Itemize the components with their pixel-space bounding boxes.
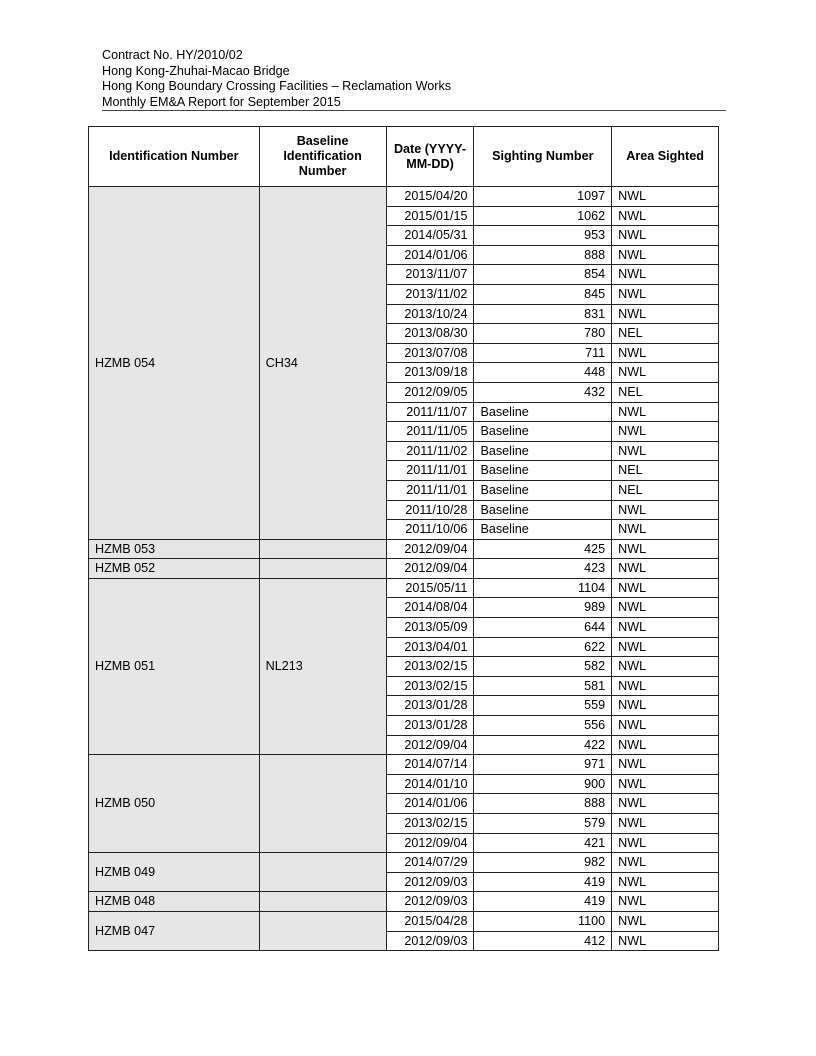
- area-sighted-cell: NWL: [612, 735, 719, 755]
- area-sighted-cell: NWL: [612, 500, 719, 520]
- sighting-number-cell: Baseline: [474, 422, 612, 442]
- project-subtitle: Hong Kong Boundary Crossing Facilities – Reclamation Works: [102, 79, 452, 94]
- identification-number-cell: HZMB 048: [89, 892, 260, 912]
- area-sighted-cell: NWL: [612, 814, 719, 834]
- identification-number-cell: HZMB 047: [89, 911, 260, 950]
- date-cell: 2014/07/29: [386, 853, 474, 873]
- col-header-date: Date (YYYY-MM-DD): [386, 127, 474, 187]
- date-cell: 2015/05/11: [386, 578, 474, 598]
- date-cell: 2014/01/06: [386, 245, 474, 265]
- area-sighted-cell: NWL: [612, 853, 719, 873]
- area-sighted-cell: NWL: [612, 637, 719, 657]
- area-sighted-cell: NWL: [612, 187, 719, 207]
- sighting-number-cell: Baseline: [474, 520, 612, 540]
- sighting-number-cell: 419: [474, 892, 612, 912]
- sighting-number-cell: 831: [474, 304, 612, 324]
- sightings-table: [88, 126, 719, 951]
- col-header-baseline: Baseline Identification Number: [259, 127, 386, 187]
- identification-number-cell: HZMB 050: [89, 755, 260, 853]
- date-cell: 2013/11/07: [386, 265, 474, 285]
- date-cell: 2015/04/28: [386, 911, 474, 931]
- date-cell: 2013/01/28: [386, 716, 474, 736]
- area-sighted-cell: NWL: [612, 245, 719, 265]
- sighting-number-cell: Baseline: [474, 441, 612, 461]
- date-cell: 2013/04/01: [386, 637, 474, 657]
- sighting-number-cell: 1097: [474, 187, 612, 207]
- table-row: [89, 578, 719, 598]
- date-cell: 2011/10/06: [386, 520, 474, 540]
- sighting-number-cell: 711: [474, 343, 612, 363]
- area-sighted-cell: NWL: [612, 265, 719, 285]
- col-header-identification: Identification Number: [89, 127, 260, 187]
- date-cell: 2012/09/03: [386, 872, 474, 892]
- date-cell: 2011/11/05: [386, 422, 474, 442]
- date-cell: 2012/09/03: [386, 892, 474, 912]
- sighting-number-cell: 1062: [474, 206, 612, 226]
- area-sighted-cell: NWL: [612, 833, 719, 853]
- sighting-number-cell: 581: [474, 676, 612, 696]
- baseline-id-cell: NL213: [259, 578, 386, 754]
- table-row: [89, 853, 719, 873]
- identification-number-cell: HZMB 052: [89, 559, 260, 579]
- table-row: [89, 755, 719, 775]
- sighting-number-cell: 888: [474, 245, 612, 265]
- baseline-id-cell: [259, 892, 386, 912]
- table-header: [89, 127, 719, 187]
- sighting-number-cell: 421: [474, 833, 612, 853]
- area-sighted-cell: NWL: [612, 618, 719, 638]
- date-cell: 2014/05/31: [386, 226, 474, 246]
- sighting-number-cell: 953: [474, 226, 612, 246]
- sighting-number-cell: 425: [474, 539, 612, 559]
- header-divider: [102, 110, 726, 111]
- date-cell: 2012/09/05: [386, 382, 474, 402]
- area-sighted-cell: NWL: [612, 520, 719, 540]
- baseline-id-cell: [259, 911, 386, 950]
- date-cell: 2011/11/07: [386, 402, 474, 422]
- date-cell: 2013/02/15: [386, 814, 474, 834]
- sighting-number-cell: 448: [474, 363, 612, 383]
- sighting-number-cell: 1104: [474, 578, 612, 598]
- area-sighted-cell: NWL: [612, 716, 719, 736]
- date-cell: 2012/09/03: [386, 931, 474, 951]
- area-sighted-cell: NWL: [612, 559, 719, 579]
- report-header: [102, 48, 726, 110]
- date-cell: 2013/05/09: [386, 618, 474, 638]
- sighting-number-cell: 888: [474, 794, 612, 814]
- sighting-number-cell: 579: [474, 814, 612, 834]
- date-cell: 2012/09/04: [386, 735, 474, 755]
- baseline-id-cell: [259, 559, 386, 579]
- area-sighted-cell: NWL: [612, 226, 719, 246]
- sighting-number-cell: 423: [474, 559, 612, 579]
- area-sighted-cell: NWL: [612, 794, 719, 814]
- col-header-sighting: Sighting Number: [474, 127, 612, 187]
- identification-number-cell: HZMB 051: [89, 578, 260, 754]
- area-sighted-cell: NWL: [612, 441, 719, 461]
- table-row: [89, 911, 719, 931]
- area-sighted-cell: NWL: [612, 578, 719, 598]
- date-cell: 2013/02/15: [386, 676, 474, 696]
- baseline-id-cell: [259, 853, 386, 892]
- area-sighted-cell: NEL: [612, 324, 719, 344]
- table-row: [89, 559, 719, 579]
- sighting-number-cell: Baseline: [474, 480, 612, 500]
- area-sighted-cell: NWL: [612, 304, 719, 324]
- date-cell: 2013/11/02: [386, 284, 474, 304]
- sighting-number-cell: 422: [474, 735, 612, 755]
- area-sighted-cell: NWL: [612, 892, 719, 912]
- date-cell: 2011/10/28: [386, 500, 474, 520]
- date-cell: 2013/01/28: [386, 696, 474, 716]
- date-cell: 2013/10/24: [386, 304, 474, 324]
- date-cell: 2015/01/15: [386, 206, 474, 226]
- date-cell: 2011/11/01: [386, 461, 474, 481]
- header-row: [89, 127, 719, 187]
- identification-number-cell: HZMB 054: [89, 187, 260, 540]
- baseline-id-cell: CH34: [259, 187, 386, 540]
- date-cell: 2012/09/04: [386, 559, 474, 579]
- date-cell: 2013/07/08: [386, 343, 474, 363]
- date-cell: 2012/09/04: [386, 833, 474, 853]
- date-cell: 2014/07/14: [386, 755, 474, 775]
- area-sighted-cell: NWL: [612, 598, 719, 618]
- sighting-number-cell: 1100: [474, 911, 612, 931]
- report-title: Monthly EM&A Report for September 2015: [102, 94, 341, 109]
- sighting-number-cell: 982: [474, 853, 612, 873]
- col-header-area: Area Sighted: [612, 127, 719, 187]
- area-sighted-cell: NEL: [612, 480, 719, 500]
- date-cell: 2014/01/06: [386, 794, 474, 814]
- area-sighted-cell: NWL: [612, 422, 719, 442]
- date-cell: 2011/11/02: [386, 441, 474, 461]
- identification-number-cell: HZMB 049: [89, 853, 260, 892]
- sighting-number-cell: 900: [474, 774, 612, 794]
- sighting-number-cell: 582: [474, 657, 612, 677]
- date-cell: 2014/08/04: [386, 598, 474, 618]
- table-row: [89, 539, 719, 559]
- contract-number: Contract No. HY/2010/02: [102, 48, 243, 62]
- table-row: [89, 187, 719, 207]
- project-name: Hong Kong-Zhuhai-Macao Bridge: [102, 63, 290, 78]
- table-body: [89, 187, 719, 951]
- area-sighted-cell: NEL: [612, 382, 719, 402]
- area-sighted-cell: NWL: [612, 931, 719, 951]
- sighting-number-cell: 556: [474, 716, 612, 736]
- table-row: [89, 892, 719, 912]
- date-cell: 2011/11/01: [386, 480, 474, 500]
- area-sighted-cell: NWL: [612, 774, 719, 794]
- sighting-number-cell: 971: [474, 755, 612, 775]
- area-sighted-cell: NWL: [612, 363, 719, 383]
- area-sighted-cell: NWL: [612, 696, 719, 716]
- date-cell: 2012/09/04: [386, 539, 474, 559]
- date-cell: 2014/01/10: [386, 774, 474, 794]
- identification-number-cell: HZMB 053: [89, 539, 260, 559]
- area-sighted-cell: NWL: [612, 343, 719, 363]
- baseline-id-cell: [259, 755, 386, 853]
- area-sighted-cell: NWL: [612, 676, 719, 696]
- sighting-number-cell: 432: [474, 382, 612, 402]
- sighting-number-cell: 644: [474, 618, 612, 638]
- sighting-number-cell: 559: [474, 696, 612, 716]
- area-sighted-cell: NWL: [612, 657, 719, 677]
- sighting-number-cell: 845: [474, 284, 612, 304]
- area-sighted-cell: NEL: [612, 461, 719, 481]
- date-cell: 2015/04/20: [386, 187, 474, 207]
- area-sighted-cell: NWL: [612, 284, 719, 304]
- date-cell: 2013/09/18: [386, 363, 474, 383]
- sighting-number-cell: 989: [474, 598, 612, 618]
- sighting-number-cell: 419: [474, 872, 612, 892]
- area-sighted-cell: NWL: [612, 539, 719, 559]
- sighting-number-cell: 780: [474, 324, 612, 344]
- area-sighted-cell: NWL: [612, 402, 719, 422]
- baseline-id-cell: [259, 539, 386, 559]
- sighting-number-cell: 412: [474, 931, 612, 951]
- area-sighted-cell: NWL: [612, 755, 719, 775]
- area-sighted-cell: NWL: [612, 911, 719, 931]
- area-sighted-cell: NWL: [612, 872, 719, 892]
- date-cell: 2013/02/15: [386, 657, 474, 677]
- sighting-number-cell: Baseline: [474, 402, 612, 422]
- date-cell: 2013/08/30: [386, 324, 474, 344]
- area-sighted-cell: NWL: [612, 206, 719, 226]
- sighting-number-cell: 854: [474, 265, 612, 285]
- sighting-number-cell: Baseline: [474, 461, 612, 481]
- sighting-number-cell: 622: [474, 637, 612, 657]
- sighting-number-cell: Baseline: [474, 500, 612, 520]
